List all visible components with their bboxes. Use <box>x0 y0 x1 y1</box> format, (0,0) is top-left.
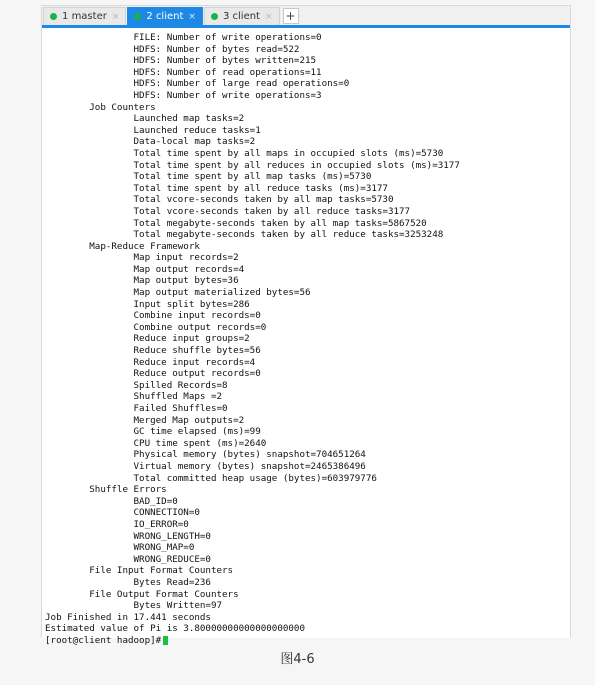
terminal-line: Job Finished in 17.441 seconds <box>45 611 211 623</box>
terminal-line: Map input records=2 <box>45 252 239 264</box>
terminal-line: CONNECTION=0 <box>45 507 200 519</box>
connected-status-icon <box>211 13 218 20</box>
terminal-line: File Output Format Counters <box>45 588 239 600</box>
terminal-line: WRONG_REDUCE=0 <box>45 553 211 565</box>
terminal-line: Reduce input groups=2 <box>45 333 250 345</box>
terminal-line: Map-Reduce Framework <box>45 240 200 252</box>
terminal-line: Combine input records=0 <box>45 310 261 322</box>
terminal-line: Total time spent by all map tasks (ms)=5730 <box>45 171 372 183</box>
terminal-line: Total megabyte-seconds taken by all map tasks=5867520 <box>45 217 427 229</box>
connected-status-icon <box>50 13 57 20</box>
tab-bar <box>42 6 570 28</box>
terminal-line: Total time spent by all reduce tasks (ms)=3177 <box>45 182 388 194</box>
terminal-line: Total committed heap usage (bytes)=603979776 <box>45 472 377 484</box>
terminal-line: Combine output records=0 <box>45 321 267 333</box>
terminal-line: Reduce output records=0 <box>45 368 261 380</box>
terminal-line: Virtual memory (bytes) snapshot=2465386496 <box>45 460 366 472</box>
terminal-line: Input split bytes=286 <box>45 298 250 310</box>
tab-label <box>62 11 107 22</box>
terminal-line: FILE: Number of write operations=0 <box>45 32 322 43</box>
terminal-line: Data-local map tasks=2 <box>45 136 256 148</box>
terminal-lines <box>45 32 566 635</box>
terminal-line: Estimated value of Pi is 3.80000000000000000000 <box>45 623 305 635</box>
terminal-line: Shuffle Errors <box>45 484 167 496</box>
prompt-line[interactable] <box>45 635 566 647</box>
terminal-window <box>41 5 571 646</box>
terminal-output[interactable] <box>42 30 570 646</box>
tab-master[interactable] <box>43 7 126 25</box>
terminal-line: CPU time spent (ms)=2640 <box>45 437 267 449</box>
terminal-line: Map output bytes=36 <box>45 275 239 287</box>
tab-label <box>146 11 183 22</box>
terminal-line: Launched reduce tasks=1 <box>45 124 261 136</box>
tab-name: client <box>155 11 184 22</box>
cursor <box>163 636 168 645</box>
terminal-line: HDFS: Number of bytes read=522 <box>45 43 300 55</box>
terminal-line: WRONG_MAP=0 <box>45 542 195 554</box>
close-icon[interactable]: × <box>111 11 120 22</box>
tab-number: 3 <box>222 11 230 22</box>
figure-caption: 图4-6 <box>280 652 315 667</box>
terminal-line: BAD_ID=0 <box>45 495 178 507</box>
terminal-line: Physical memory (bytes) snapshot=704651264 <box>45 449 366 461</box>
terminal-line: Total vcore-seconds taken by all reduce tasks=3177 <box>45 205 411 217</box>
terminal-line: Total vcore-seconds taken by all map tasks=5730 <box>45 194 394 206</box>
tab-client-active[interactable] <box>127 7 203 25</box>
terminal-line: Reduce shuffle bytes=56 <box>45 345 261 357</box>
tab-number: 1 <box>62 11 69 22</box>
terminal-line: HDFS: Number of large read operations=0 <box>45 78 350 90</box>
tab-name: master <box>71 11 107 22</box>
tab-name: client <box>232 11 260 22</box>
terminal-line: Merged Map outputs=2 <box>45 414 245 426</box>
close-icon[interactable]: × <box>264 11 273 22</box>
terminal-line: HDFS: Number of bytes written=215 <box>45 55 317 67</box>
terminal-line: IO_ERROR=0 <box>45 518 189 530</box>
connected-status-icon <box>134 13 141 20</box>
terminal-line: HDFS: Number of read operations=11 <box>45 66 322 78</box>
terminal-line: WRONG_LENGTH=0 <box>45 530 211 542</box>
terminal-line: Total time spent by all reduces in occupied slots (ms)=3177 <box>45 159 460 171</box>
terminal-line: Total time spent by all maps in occupied slots (ms)=5730 <box>45 147 444 159</box>
terminal-line: Job Counters <box>45 101 156 113</box>
add-tab-button[interactable]: + <box>283 8 299 24</box>
terminal-line: Bytes Read=236 <box>45 576 211 588</box>
terminal-line: Launched map tasks=2 <box>45 113 245 125</box>
terminal-line: Bytes Written=97 <box>45 600 223 612</box>
terminal-line: Map output records=4 <box>45 263 245 275</box>
terminal-line: Total megabyte-seconds taken by all reduce tasks=3253248 <box>45 229 444 241</box>
terminal-line: HDFS: Number of write operations=3 <box>45 89 322 101</box>
terminal-line: Reduce input records=4 <box>45 356 256 368</box>
tab-number: 2 <box>146 11 153 22</box>
shell-prompt: [root@client hadoop]# <box>45 634 162 646</box>
close-icon[interactable]: × <box>188 11 196 22</box>
terminal-line: GC time elapsed (ms)=99 <box>45 426 261 438</box>
tab-label <box>223 11 260 22</box>
terminal-line: Map output materialized bytes=56 <box>45 287 311 299</box>
terminal-line: Shuffled Maps =2 <box>45 391 223 403</box>
tab-client-3[interactable] <box>204 7 280 25</box>
terminal-line: Failed Shuffles=0 <box>45 403 228 414</box>
terminal-line: Spilled Records=8 <box>45 379 228 391</box>
terminal-line: File Input Format Counters <box>45 565 234 577</box>
